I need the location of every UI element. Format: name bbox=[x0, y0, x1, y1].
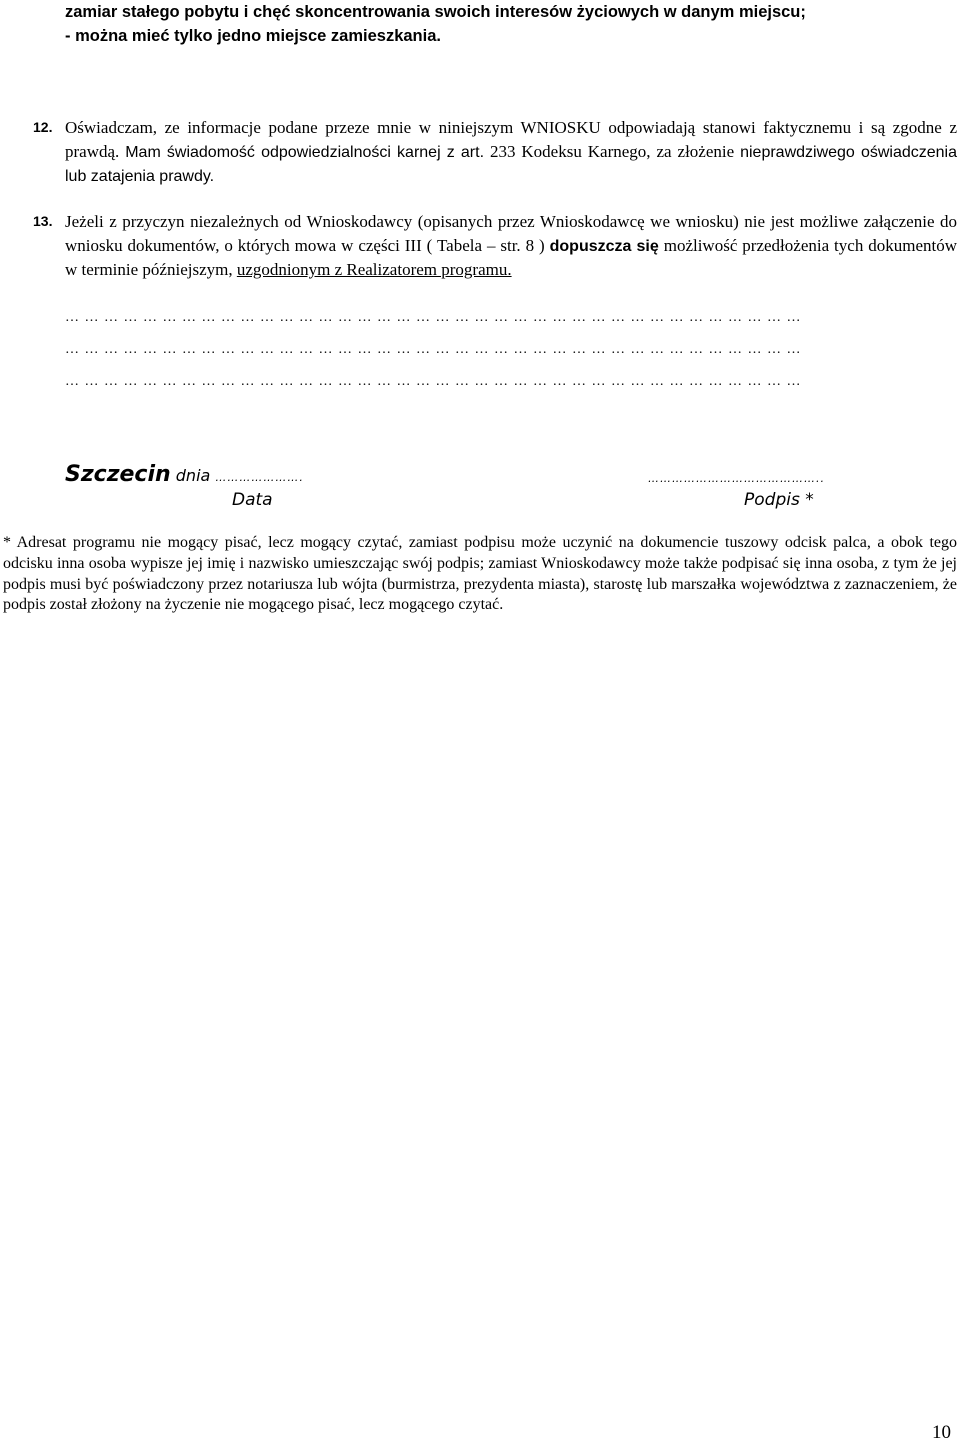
city-name: Szczecin bbox=[65, 462, 171, 487]
date-fill: …………………. bbox=[215, 471, 304, 484]
clause-13-underlined-text: uzgodnionym z Realizatorem programu. bbox=[236, 260, 512, 279]
clause-12-text-2: Mam świadomość odpowiedzialności karnej z art. bbox=[125, 143, 485, 161]
clause-12-number: 12. bbox=[33, 119, 53, 135]
clause-12-text-4: nieprawdziwego oświadczenia lub zatajenia prawdy. bbox=[65, 143, 958, 185]
page-number: 10 bbox=[932, 1422, 951, 1443]
clause-13-number: 13. bbox=[33, 213, 53, 229]
date-caption: Data bbox=[232, 490, 273, 510]
blank-line-2: …………………………………………………………………………………………………… bbox=[65, 342, 806, 357]
header-line-2: - można mieć tylko jedno miejsce zamieszkania. bbox=[65, 27, 441, 45]
blank-line-1: …………………………………………………………………………………………………… bbox=[65, 310, 806, 325]
clause-12 bbox=[33, 116, 958, 189]
date-label: dnia bbox=[175, 466, 211, 485]
signature-fill: …………………………………….. bbox=[648, 472, 825, 485]
clause-13-text-2: możliwość przedłożenia tych dokumentów w terminie późniejszym, bbox=[65, 235, 958, 279]
clause-12-text-1: Oświadczam, ze informacje podane przeze mnie w niniejszym WNIOSKU odpowiadają stanowi faktycznemu i są zgodne z prawdą. bbox=[65, 118, 957, 161]
clause-13 bbox=[33, 210, 958, 282]
footnote: * Adresat programu nie mogący pisać, lecz mogący czytać, zamiast podpisu może uczynić na dokumencie tuszowy odcisk palca, a obok tego odcisku inna osoba wypisze jej imię i nazwisko umieszczając swój podpis; zamiast Wnioskodawcy może także podpisać się inna osoba, z tym że jej podpis musi być poświadczony przez notariusza lub wójta (burmistrza, prezydenta miasta), starostę lub marszałka województwa z zaznaczeniem, że podpis został złożony na życzenie nie mogącego pisać, lecz mogącego czytać. bbox=[3, 534, 957, 614]
signature-caption: Podpis * bbox=[744, 490, 814, 510]
place-date-line bbox=[65, 462, 304, 487]
blank-line-3: …………………………………………………………………………………………………… bbox=[65, 374, 806, 389]
clause-13-text-1: Jeżeli z przyczyn niezależnych od Wnioskodawcy (opisanych przez Wnioskodawcę we wniosku) nie jest możliwe załączenie do wniosku dokumentów, o których mowa w części III ( Tabela – str. 8 ) bbox=[65, 212, 957, 255]
header-line-1: zamiar stałego pobytu i chęć skoncentrowania swoich interesów życiowych w danym miejscu; bbox=[65, 3, 806, 21]
clause-12-text-3: 233 Kodeksu Karnego, za złożenie bbox=[489, 141, 735, 161]
clause-13-bold-text: dopuszcza się bbox=[549, 237, 659, 255]
header-text bbox=[65, 0, 945, 48]
